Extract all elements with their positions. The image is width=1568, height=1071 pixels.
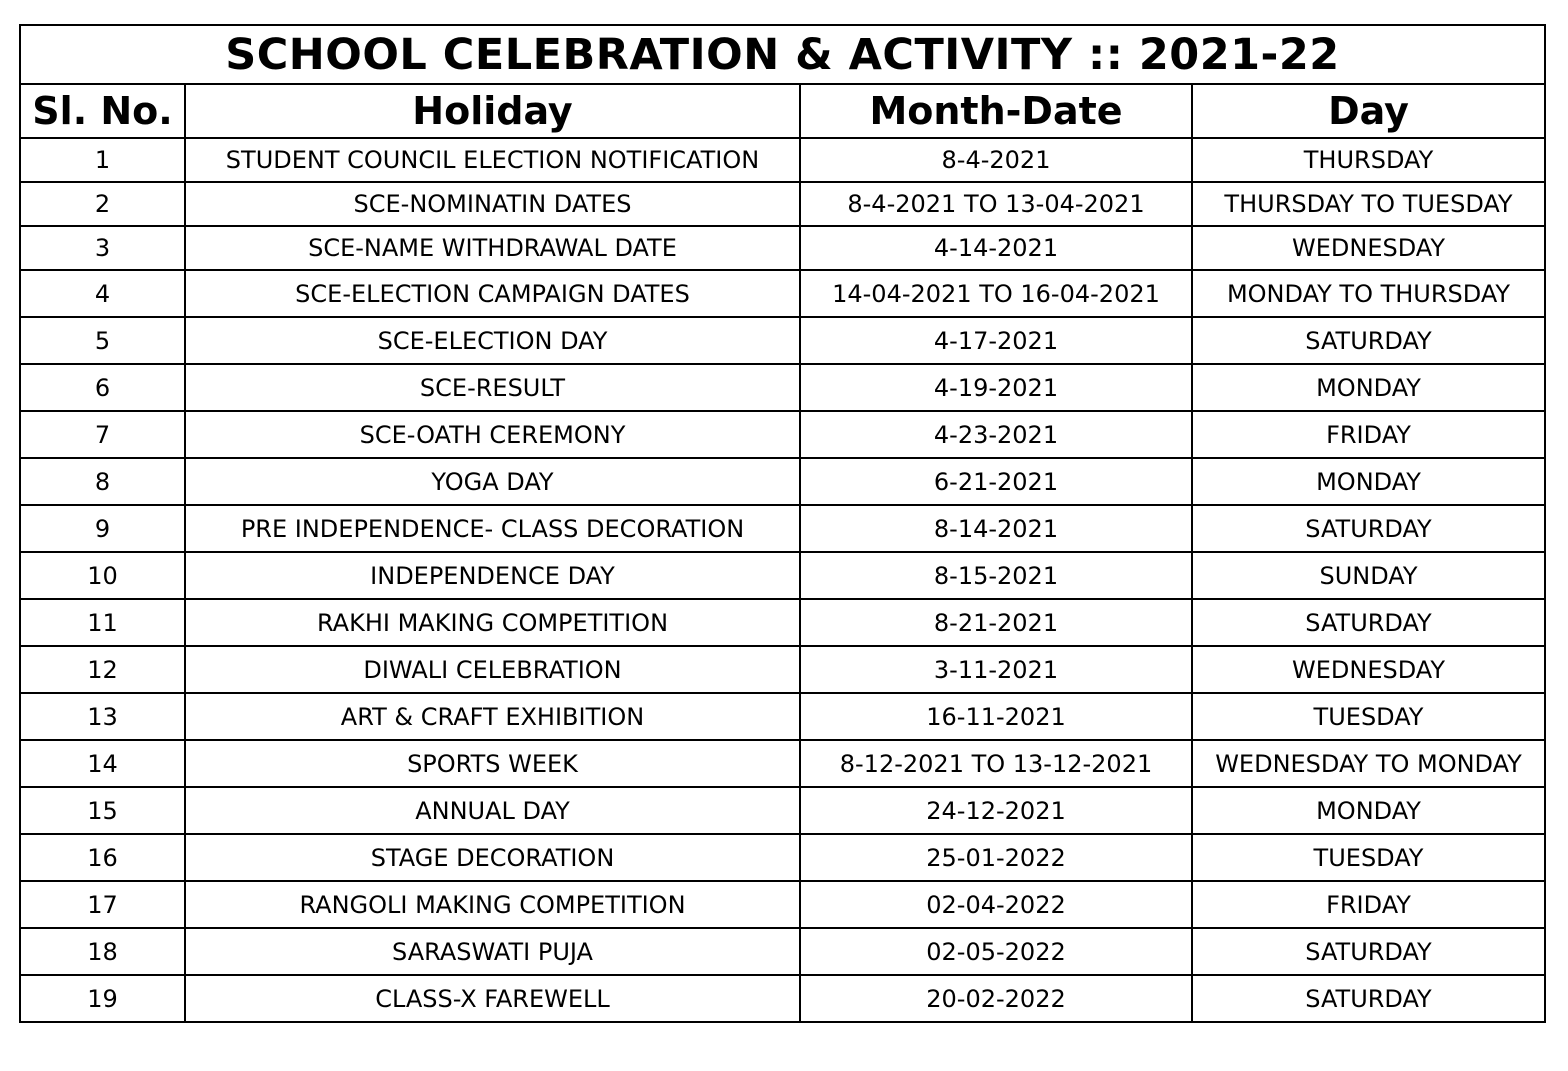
table-row (20, 226, 1545, 270)
cell-holiday: STUDENT COUNCIL ELECTION NOTIFICATION (185, 138, 800, 182)
cell-sl-no: 19 (20, 975, 185, 1022)
cell-sl-no: 13 (20, 693, 185, 740)
cell-holiday: RANGOLI MAKING COMPETITION (185, 881, 800, 928)
cell-holiday: SCE-RESULT (185, 364, 800, 411)
cell-month-date: 14-04-2021 TO 16-04-2021 (800, 270, 1192, 317)
cell-month-date: 20-02-2022 (800, 975, 1192, 1022)
cell-sl-no: 9 (20, 505, 185, 552)
cell-day: SATURDAY (1192, 317, 1545, 364)
cell-month-date: 8-14-2021 (800, 505, 1192, 552)
cell-month-date: 8-4-2021 (800, 138, 1192, 182)
cell-sl-no: 12 (20, 646, 185, 693)
cell-day: SATURDAY (1192, 975, 1545, 1022)
cell-month-date: 8-21-2021 (800, 599, 1192, 646)
cell-holiday: SPORTS WEEK (185, 740, 800, 787)
cell-day: MONDAY (1192, 787, 1545, 834)
cell-sl-no: 1 (20, 138, 185, 182)
header-sl-no: Sl. No. (20, 84, 185, 138)
cell-holiday: SCE-ELECTION DAY (185, 317, 800, 364)
header-month-date: Month-Date (800, 84, 1192, 138)
table-row (20, 693, 1545, 740)
cell-day: WEDNESDAY (1192, 226, 1545, 270)
cell-holiday: SCE-NAME WITHDRAWAL DATE (185, 226, 800, 270)
table-row (20, 834, 1545, 881)
cell-holiday: SCE-OATH CEREMONY (185, 411, 800, 458)
cell-month-date: 8-4-2021 TO 13-04-2021 (800, 182, 1192, 226)
schedule-table (19, 24, 1546, 1023)
cell-sl-no: 8 (20, 458, 185, 505)
title-row (20, 25, 1545, 84)
cell-sl-no: 5 (20, 317, 185, 364)
cell-day: FRIDAY (1192, 881, 1545, 928)
table-row (20, 740, 1545, 787)
table-body (20, 138, 1545, 1022)
cell-month-date: 4-23-2021 (800, 411, 1192, 458)
cell-day: SATURDAY (1192, 599, 1545, 646)
cell-sl-no: 16 (20, 834, 185, 881)
cell-day: MONDAY TO THURSDAY (1192, 270, 1545, 317)
cell-holiday: CLASS-X FAREWELL (185, 975, 800, 1022)
table-row (20, 552, 1545, 599)
cell-day: TUESDAY (1192, 693, 1545, 740)
cell-holiday: SCE-ELECTION CAMPAIGN DATES (185, 270, 800, 317)
table-row (20, 646, 1545, 693)
cell-day: THURSDAY (1192, 138, 1545, 182)
table-row (20, 928, 1545, 975)
table-row (20, 881, 1545, 928)
header-day: Day (1192, 84, 1545, 138)
cell-month-date: 3-11-2021 (800, 646, 1192, 693)
cell-month-date: 6-21-2021 (800, 458, 1192, 505)
table-row (20, 317, 1545, 364)
cell-sl-no: 2 (20, 182, 185, 226)
cell-sl-no: 18 (20, 928, 185, 975)
cell-sl-no: 11 (20, 599, 185, 646)
cell-month-date: 4-14-2021 (800, 226, 1192, 270)
cell-sl-no: 10 (20, 552, 185, 599)
schedule-sheet (19, 24, 1544, 1048)
cell-holiday: SARASWATI PUJA (185, 928, 800, 975)
cell-day: SATURDAY (1192, 505, 1545, 552)
cell-month-date: 02-05-2022 (800, 928, 1192, 975)
cell-sl-no: 17 (20, 881, 185, 928)
cell-sl-no: 3 (20, 226, 185, 270)
cell-month-date: 16-11-2021 (800, 693, 1192, 740)
table-row (20, 975, 1545, 1022)
cell-holiday: STAGE DECORATION (185, 834, 800, 881)
table-row (20, 505, 1545, 552)
cell-holiday: ART & CRAFT EXHIBITION (185, 693, 800, 740)
cell-holiday: INDEPENDENCE DAY (185, 552, 800, 599)
cell-holiday: PRE INDEPENDENCE- CLASS DECORATION (185, 505, 800, 552)
table-row (20, 364, 1545, 411)
cell-day: THURSDAY TO TUESDAY (1192, 182, 1545, 226)
cell-day: TUESDAY (1192, 834, 1545, 881)
cell-holiday: SCE-NOMINATIN DATES (185, 182, 800, 226)
cell-month-date: 8-12-2021 TO 13-12-2021 (800, 740, 1192, 787)
cell-sl-no: 14 (20, 740, 185, 787)
table-row (20, 182, 1545, 226)
cell-day: SUNDAY (1192, 552, 1545, 599)
cell-day: MONDAY (1192, 364, 1545, 411)
table-row (20, 411, 1545, 458)
table-row (20, 787, 1545, 834)
header-holiday: Holiday (185, 84, 800, 138)
cell-month-date: 02-04-2022 (800, 881, 1192, 928)
header-row (20, 84, 1545, 138)
cell-day: SATURDAY (1192, 928, 1545, 975)
cell-sl-no: 7 (20, 411, 185, 458)
cell-holiday: ANNUAL DAY (185, 787, 800, 834)
table-row (20, 138, 1545, 182)
cell-day: MONDAY (1192, 458, 1545, 505)
cell-month-date: 25-01-2022 (800, 834, 1192, 881)
cell-sl-no: 4 (20, 270, 185, 317)
cell-month-date: 4-17-2021 (800, 317, 1192, 364)
table-row (20, 599, 1545, 646)
cell-day: WEDNESDAY (1192, 646, 1545, 693)
cell-holiday: DIWALI CELEBRATION (185, 646, 800, 693)
table-row (20, 458, 1545, 505)
cell-holiday: YOGA DAY (185, 458, 800, 505)
cell-month-date: 24-12-2021 (800, 787, 1192, 834)
cell-month-date: 4-19-2021 (800, 364, 1192, 411)
cell-day: FRIDAY (1192, 411, 1545, 458)
cell-day: WEDNESDAY TO MONDAY (1192, 740, 1545, 787)
cell-sl-no: 15 (20, 787, 185, 834)
cell-sl-no: 6 (20, 364, 185, 411)
cell-holiday: RAKHI MAKING COMPETITION (185, 599, 800, 646)
table-row (20, 270, 1545, 317)
page-title: SCHOOL CELEBRATION & ACTIVITY :: 2021-22 (20, 25, 1545, 84)
cell-month-date: 8-15-2021 (800, 552, 1192, 599)
